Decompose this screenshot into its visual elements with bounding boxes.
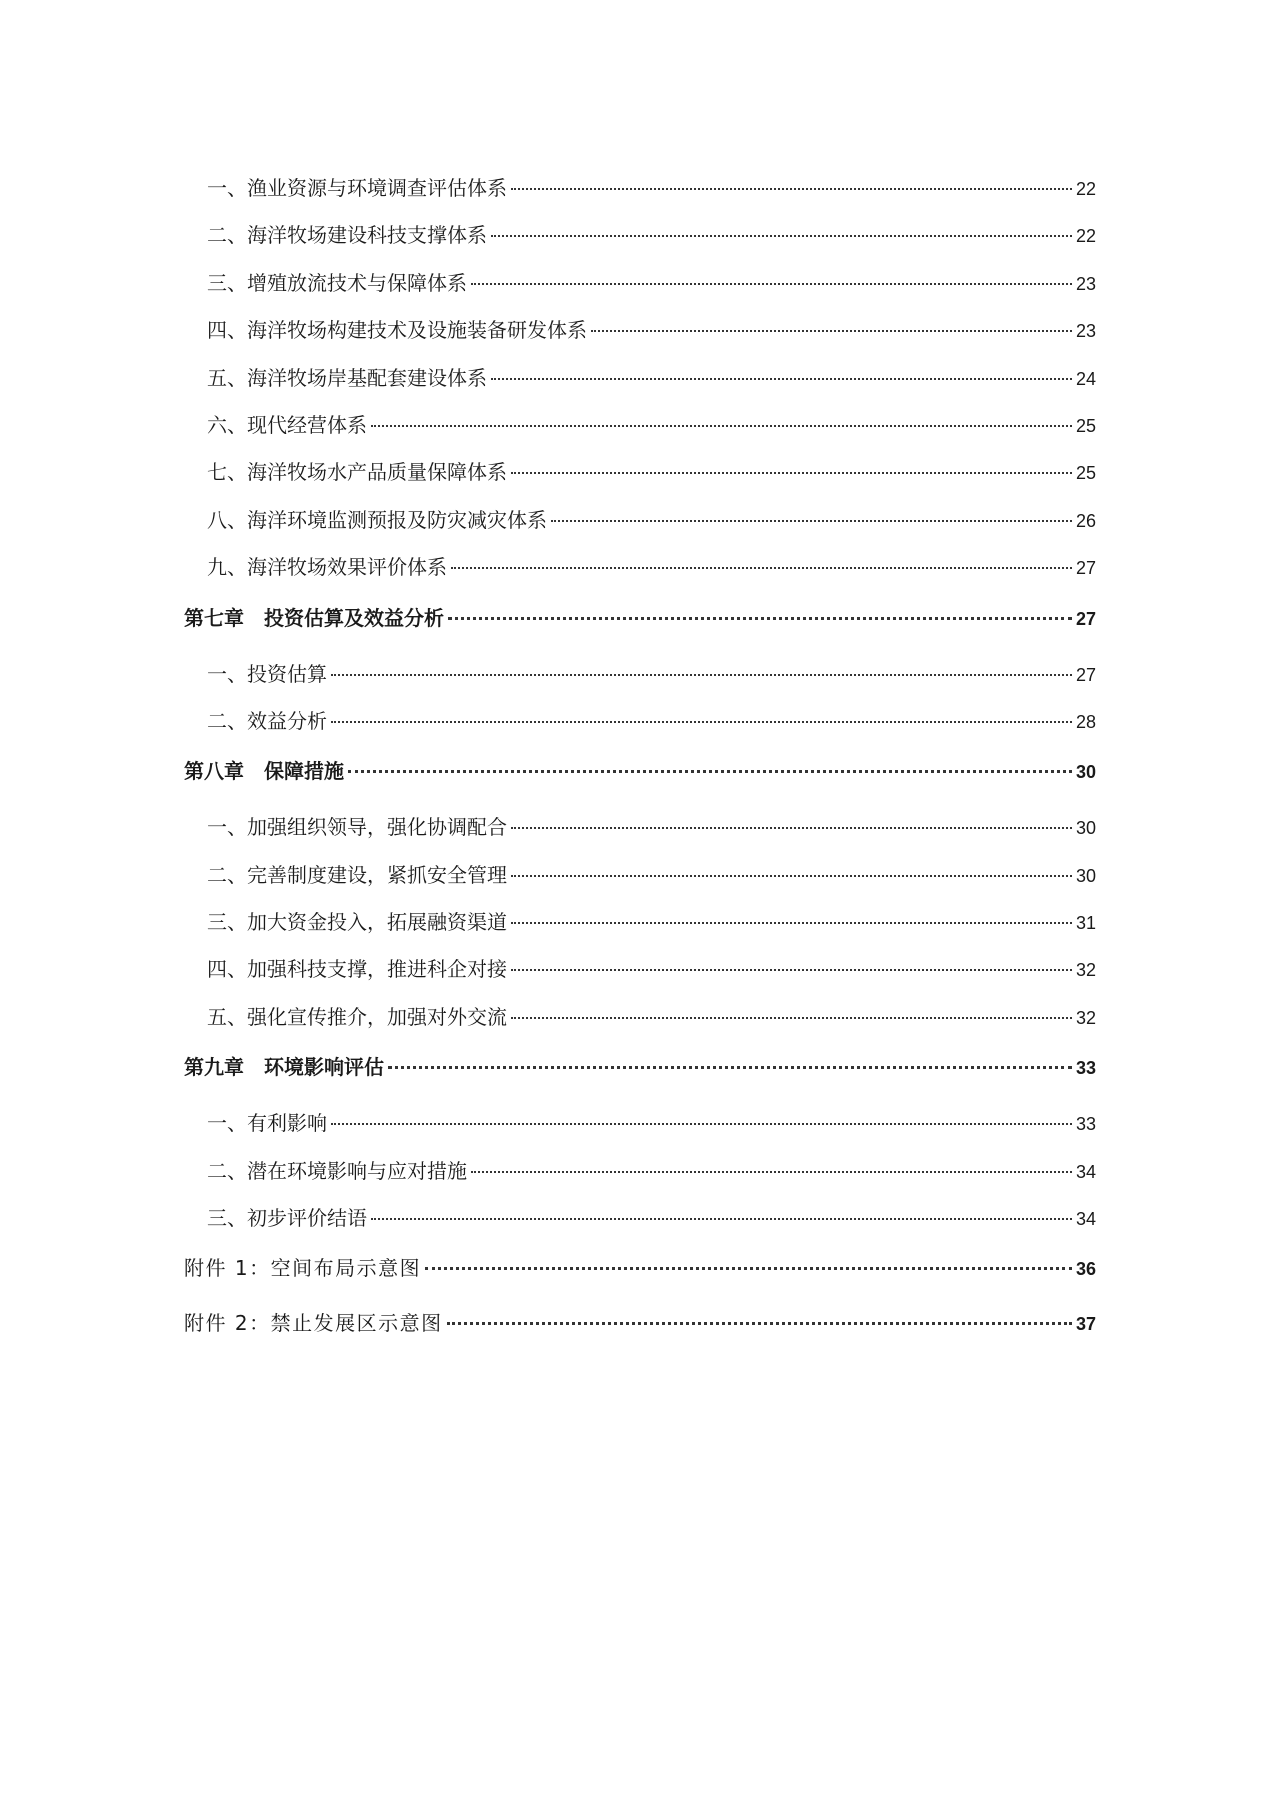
toc-appendix-entry[interactable] <box>184 1307 1096 1359</box>
toc-dot-leader <box>331 674 1072 676</box>
toc-page-number: 23 <box>1075 321 1096 342</box>
toc-page-number: 25 <box>1075 415 1096 436</box>
toc-page-number: 28 <box>1075 711 1096 732</box>
toc-entry-title: 附件 2：禁止发展区示意图 <box>184 1311 443 1336</box>
toc-dot-leader <box>448 617 1072 620</box>
toc-page-number: 23 <box>1075 273 1096 294</box>
toc-page-number: 25 <box>1075 463 1096 484</box>
toc-entry-title: 六、现代经营体系 <box>207 412 367 437</box>
toc-entry-title: 三、增殖放流技术与保障体系 <box>207 270 467 295</box>
toc-entry-title: 八、海洋环境监测预报及防灾减灾体系 <box>207 507 547 532</box>
toc-entry-title: 五、海洋牧场岸基配套建设体系 <box>207 365 487 390</box>
toc-entry-title: 第九章 环境影响评估 <box>184 1055 384 1080</box>
toc-dot-leader <box>331 721 1072 723</box>
toc-entry-title: 二、潜在环境影响与应对措施 <box>207 1158 467 1183</box>
toc-page-number: 34 <box>1075 1209 1096 1230</box>
toc-dot-leader <box>511 1017 1072 1019</box>
toc-chapter-entry[interactable] <box>184 755 1096 807</box>
toc-section-entry[interactable] <box>184 811 1096 858</box>
toc-dot-leader <box>471 283 1072 285</box>
toc-entry-title: 一、渔业资源与环境调查评估体系 <box>207 176 507 200</box>
toc-section-entry[interactable] <box>184 219 1096 266</box>
toc-entry-title: 五、强化宣传推介，加强对外交流 <box>207 1004 507 1029</box>
toc-entry-title: 一、加强组织领导，强化协调配合 <box>207 815 507 840</box>
toc-dot-leader <box>511 922 1072 924</box>
toc-dot-leader <box>551 520 1072 522</box>
toc-section-entry[interactable] <box>184 456 1096 503</box>
toc-page-number: 27 <box>1075 558 1096 579</box>
toc-dot-leader <box>447 1322 1072 1325</box>
toc-entry-title: 一、有利影响 <box>207 1111 327 1136</box>
toc-page-number: 33 <box>1075 1114 1096 1135</box>
toc-dot-leader <box>511 188 1072 190</box>
toc-section-entry[interactable] <box>184 314 1096 361</box>
toc-page-number: 30 <box>1075 865 1096 886</box>
toc-page-number: 32 <box>1075 1007 1096 1028</box>
toc-section-entry[interactable] <box>184 267 1096 314</box>
toc-section-entry[interactable] <box>184 1155 1096 1202</box>
toc-chapter-entry[interactable] <box>184 602 1096 654</box>
toc-section-entry[interactable] <box>184 409 1096 456</box>
toc-dot-leader <box>511 472 1072 474</box>
toc-section-entry[interactable] <box>184 859 1096 906</box>
toc-dot-leader <box>591 330 1072 332</box>
toc-dot-leader <box>511 827 1072 829</box>
toc-page-number: 37 <box>1075 1314 1096 1335</box>
toc-entry-title: 第八章 保障措施 <box>184 759 344 784</box>
toc-dot-leader <box>491 378 1072 380</box>
toc-dot-leader <box>348 770 1072 773</box>
toc-dot-leader <box>388 1066 1072 1069</box>
toc-entry-title: 四、海洋牧场构建技术及设施装备研发体系 <box>207 318 587 343</box>
toc-page-number: 36 <box>1075 1259 1096 1280</box>
toc-section-entry[interactable] <box>184 953 1096 1000</box>
toc-entry-title: 二、完善制度建设，紧抓安全管理 <box>207 862 507 887</box>
toc-page-number: 27 <box>1075 664 1096 685</box>
toc-section-entry[interactable] <box>184 172 1096 219</box>
toc-section-entry[interactable] <box>184 551 1096 598</box>
toc-page-number: 32 <box>1075 960 1096 981</box>
toc-page-number: 31 <box>1075 913 1096 934</box>
toc-section-entry[interactable] <box>184 504 1096 551</box>
toc-chapter-entry[interactable] <box>184 1051 1096 1103</box>
toc-page-number: 27 <box>1075 608 1096 629</box>
toc-dot-leader <box>371 1218 1072 1220</box>
toc-section-entry[interactable] <box>184 1202 1096 1249</box>
toc-dot-leader <box>511 875 1072 877</box>
toc-page-number: 30 <box>1075 818 1096 839</box>
toc-dot-leader <box>511 969 1072 971</box>
toc-entry-title: 二、海洋牧场建设科技支撑体系 <box>207 223 487 248</box>
toc-dot-leader <box>425 1267 1072 1270</box>
toc-section-entry[interactable] <box>184 1107 1096 1154</box>
toc-dot-leader <box>451 567 1072 569</box>
toc-page-number: 26 <box>1075 510 1096 531</box>
toc-section-entry[interactable] <box>184 362 1096 409</box>
toc-appendix-entry[interactable] <box>184 1252 1096 1304</box>
toc-page-number: 22 <box>1075 179 1096 199</box>
toc-entry-title: 第七章 投资估算及效益分析 <box>184 605 444 630</box>
toc-page-number: 34 <box>1075 1161 1096 1182</box>
toc-section-entry[interactable] <box>184 906 1096 953</box>
toc-dot-leader <box>371 425 1072 427</box>
toc-section-entry[interactable] <box>184 658 1096 705</box>
toc-entry-title: 二、效益分析 <box>207 708 327 733</box>
toc-page-number: 22 <box>1075 226 1096 247</box>
toc-entry-title: 附件 1：空间布局示意图 <box>184 1256 422 1281</box>
toc-entry-title: 四、加强科技支撑，推进科企对接 <box>207 957 507 982</box>
toc-entry-title: 九、海洋牧场效果评价体系 <box>207 555 447 580</box>
toc-dot-leader <box>491 235 1072 237</box>
toc-entry-title: 七、海洋牧场水产品质量保障体系 <box>207 460 507 485</box>
toc-dot-leader <box>331 1123 1072 1125</box>
toc-section-entry[interactable] <box>184 1001 1096 1048</box>
toc-entry-title: 三、初步评价结语 <box>207 1206 367 1231</box>
toc-dot-leader <box>471 1171 1072 1173</box>
table-of-contents <box>184 172 1096 1359</box>
toc-entry-title: 一、投资估算 <box>207 661 327 686</box>
toc-section-entry[interactable] <box>184 705 1096 752</box>
toc-entry-title: 三、加大资金投入，拓展融资渠道 <box>207 910 507 935</box>
toc-page-number: 30 <box>1075 762 1096 783</box>
toc-page-number: 24 <box>1075 368 1096 389</box>
toc-page-number: 33 <box>1075 1058 1096 1079</box>
